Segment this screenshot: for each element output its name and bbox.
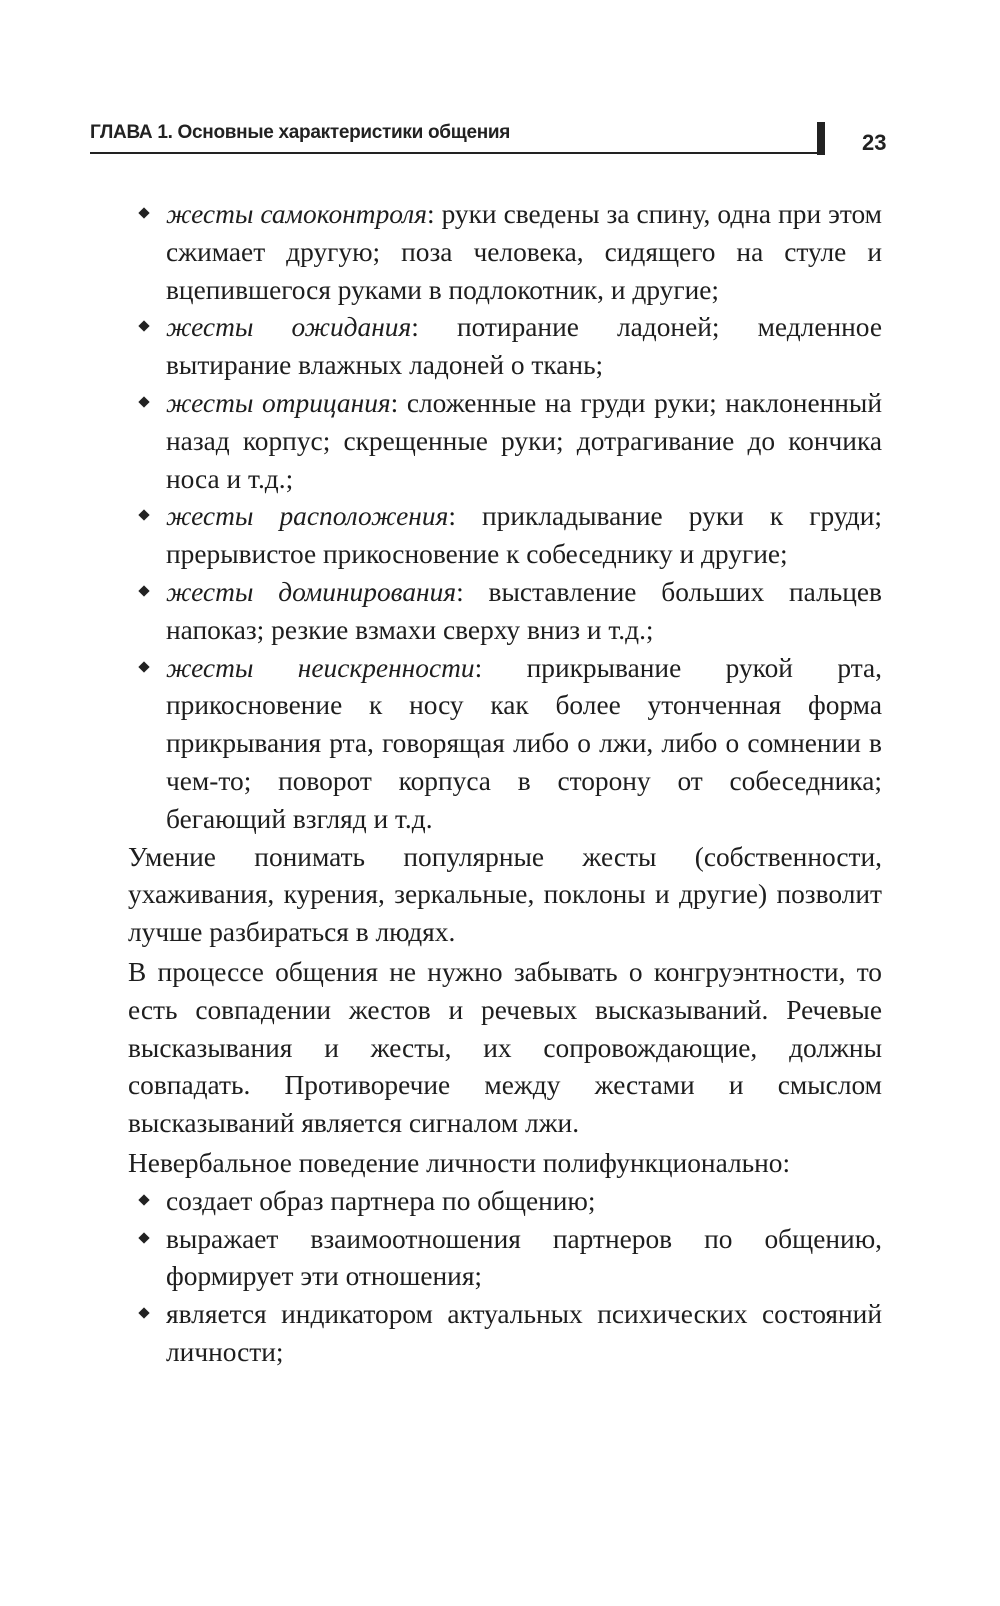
list-item-text: : выставление больших пальцев напоказ; резкие взмахи сверху вниз и т.д.; xyxy=(166,576,882,645)
list-item-term: жесты ожидания xyxy=(166,312,412,343)
paragraph: Умение понимать популярные жесты (собственности, ухаживания, курения, зеркальные, поклоны и другие) позволит лучше разбираться в людях. xyxy=(128,841,882,948)
list-item-text: выражает взаимоотношения партнеров по общению, формирует эти отношения; xyxy=(166,1223,882,1292)
page-header xyxy=(90,118,896,158)
list-item-term: жесты расположения xyxy=(166,501,449,532)
list-item-text: : потирание ладоней; медленное вытирание влажных ладоней о ткань; xyxy=(166,312,882,381)
diamond-bullet-icon xyxy=(138,1194,149,1205)
paragraph: В процессе общения не нужно забывать о конгруэнтности, то есть совпадении жестов и речевых высказываний. Речевые высказывания и жесты, их сопровождающие, должны совпадать. Противоречие между жестами и смыслом высказываний является сигналом лжи. xyxy=(128,956,882,1139)
list-item xyxy=(128,1296,882,1372)
paragraph: Невербальное поведение личности полифункционально: xyxy=(128,1147,791,1178)
list-item xyxy=(128,385,882,498)
nonverbal-functions-list xyxy=(128,1183,882,1372)
page-number: 23 xyxy=(862,130,887,155)
list-item-text: : руки сведены за спину, одна при этом сжимает другую; поза человека, сидящего на стуле и вцепившегося руками в подлокотник, и другие; xyxy=(166,199,882,305)
diamond-bullet-icon xyxy=(138,661,149,672)
list-item xyxy=(128,650,882,839)
list-item-term: жесты доминирования xyxy=(166,576,457,607)
list-item xyxy=(128,574,882,650)
diamond-bullet-icon xyxy=(138,1232,149,1243)
list-item xyxy=(128,309,882,385)
list-item xyxy=(128,1221,882,1297)
gesture-types-list xyxy=(128,196,882,839)
diamond-bullet-icon xyxy=(138,510,149,521)
diamond-bullet-icon xyxy=(138,321,149,332)
page-body xyxy=(128,196,882,1372)
list-item xyxy=(128,1183,882,1221)
list-item-text: является индикатором актуальных психических состояний личности; xyxy=(166,1299,882,1367)
list-item-term: жесты самоконтроля xyxy=(166,199,427,229)
list-item-term: жесты отрицания xyxy=(166,387,391,418)
diamond-bullet-icon xyxy=(138,207,149,218)
list-item xyxy=(128,498,882,574)
diamond-bullet-icon xyxy=(138,396,149,407)
list-item xyxy=(128,196,882,309)
list-item-text: : прикрывание рукой рта, прикосновение к носу как более утонченная форма прикрывания рта, говорящая либо о лжи, либо о сомнении в чем-то; поворот корпуса в сторону от собеседника; бегающий взгляд и т.д. xyxy=(166,652,882,834)
diamond-bullet-icon xyxy=(138,1307,149,1318)
diamond-bullet-icon xyxy=(138,585,149,596)
list-item-text: : сложенные на груди руки; наклоненный назад корпус; скрещенные руки; дотрагивание до кончика носа и т.д.; xyxy=(166,387,882,494)
running-title: ГЛАВА 1. Основные характеристики общения xyxy=(90,122,511,143)
list-item-text: : прикладывание руки к груди; прерывистое прикосновение к собеседнику и другие; xyxy=(166,501,882,570)
list-item-text: создает образ партнера по общению; xyxy=(166,1185,596,1216)
header-marker-bar xyxy=(817,122,825,155)
header-rule xyxy=(90,152,824,154)
list-item-term: жесты неискренности xyxy=(166,652,475,683)
